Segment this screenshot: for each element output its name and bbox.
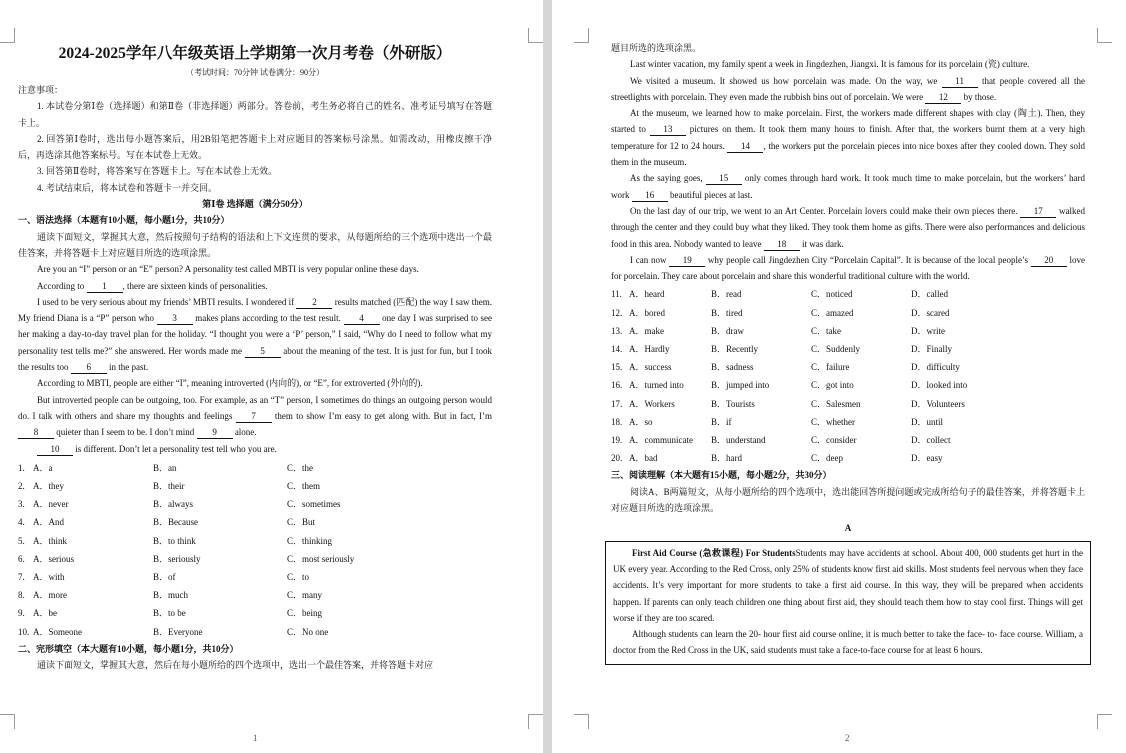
passage-a-paragraph-2: Although students can learn the 20- hour first aid course online, it is much better to take the face- to- face course. William, a doctor from the Red Cross in the UK, said students must take a face-to-face course for at least 6 hours.	[613, 629, 1083, 656]
option-a: A．never	[33, 499, 69, 510]
blank-6: 6	[71, 362, 107, 374]
option-b: B．if	[711, 416, 732, 427]
option-c: C．thinking	[287, 535, 333, 546]
option-a: A．serious	[33, 553, 74, 564]
blank-7: 7	[236, 411, 272, 423]
note-1: 1. 本试卷分第Ⅰ卷（选择题）和第Ⅱ卷（非选择题）两部分。答卷前，考生务必将自己的姓名、准考证号填写在答题卡上。	[18, 101, 492, 128]
question-options: 4. A．And B．Because C．But	[18, 513, 492, 531]
section-2-heading: 二、完形填空（本大题有10小题，每小题1分，共10分）	[18, 643, 239, 654]
option-a: A．heard	[629, 289, 665, 300]
option-a: A．Hardly	[629, 344, 670, 355]
blank-4: 4	[344, 313, 380, 325]
section-3-instructions: 阅读A、B两篇短文，从每小题所给的四个选项中，选出能回答所提问题或完成所给句子的最佳答案，并将答题卡上对应题目所选的选项涂黑。	[611, 486, 1085, 514]
question-options: 13. A．make B．draw C．take D．write	[611, 322, 1085, 340]
crop-mark	[528, 714, 543, 729]
option-b: B．always	[153, 499, 193, 510]
options-list	[611, 285, 1085, 467]
question-options: 3. A．never B．always C．sometimes	[18, 495, 492, 513]
passage-paragraph: According to 1 , there are sixteen kinds of personalities.	[37, 280, 268, 291]
blank-12: 12	[925, 92, 961, 104]
option-c: C．to	[287, 572, 310, 583]
question-options: 7. A．with B．of C．to	[18, 568, 492, 586]
crop-mark	[0, 714, 15, 729]
option-a: A．success	[629, 362, 672, 373]
option-b: B．jumped into	[711, 380, 770, 391]
option-b: B．Recently	[711, 344, 758, 355]
option-c: C．Salesmen	[811, 398, 861, 409]
question-options: 16. A．turned into B．jumped into C．got into D．looked into	[611, 376, 1085, 394]
page-2-content	[611, 40, 1085, 665]
crop-mark	[0, 28, 15, 43]
option-c: C．whether	[811, 416, 855, 427]
option-c: C．most seriously	[287, 553, 355, 564]
option-b: B．much	[153, 590, 188, 601]
notes-heading: 注意事项：	[18, 85, 64, 95]
exam-subtitle: （考试时间：70分钟 试卷满分：90分）	[186, 68, 324, 77]
option-d: D．write	[911, 325, 945, 336]
instructions-continued: 题目所选的选项涂黑。	[611, 43, 702, 53]
option-a: A．think	[33, 535, 68, 546]
section-1-instructions: 通读下面短文，掌握其大意，然后按照句子结构的语法和上下文连贯的要求，从每题所给的三个选项中选出一个最佳答案，并将答题卡上对应题目所选的选项涂黑。	[18, 231, 492, 258]
option-d: D．difficulty	[911, 362, 960, 373]
option-a: A．bored	[629, 307, 665, 318]
option-c: C．the	[287, 462, 313, 473]
option-a: A．communicate	[629, 435, 693, 446]
option-a: A．a	[33, 462, 53, 473]
option-a: A．And	[33, 517, 64, 528]
blank-14: 14	[727, 141, 763, 153]
question-options: 10. A．Someone B．Everyone C．No one	[18, 623, 492, 641]
option-b: B．Everyone	[153, 626, 203, 637]
option-b: B．of	[153, 572, 176, 583]
options-list	[18, 459, 492, 641]
question-options: 5. A．think B．to think C．thinking	[18, 532, 492, 550]
blank-15: 15	[706, 173, 742, 185]
exam-title: 2024-2025学年八年级英语上学期第一次月考卷（外研版）	[58, 45, 452, 62]
option-a: A．with	[33, 572, 65, 583]
blank-18: 18	[764, 239, 800, 251]
option-b: B．an	[153, 462, 177, 473]
crop-mark	[574, 28, 589, 43]
option-b: B．read	[711, 289, 742, 300]
note-2: 2. 回答第Ⅰ卷时，选出每小题答案后，用2B铅笔把答题卡上对应题目的答案标号涂黑。如需改动，用橡皮擦干净后，再选涂其他答案标号。写在本试卷上无效。	[18, 133, 492, 161]
option-b: B．draw	[711, 325, 744, 336]
option-a: A．more	[33, 590, 67, 601]
option-d: D．Finally	[911, 344, 953, 355]
option-a: A．make	[629, 325, 664, 336]
option-b: B．hard	[711, 453, 742, 464]
question-options: 11. A．heard B．read C．noticed D．called	[611, 285, 1085, 303]
option-c: C．them	[287, 481, 320, 492]
option-b: B．seriously	[153, 553, 201, 564]
passage-paragraph: 10 is different. Don’t let a personality test tell who you are.	[18, 441, 492, 457]
option-c: C．No one	[287, 626, 329, 637]
option-c: C．take	[811, 325, 841, 336]
question-options: 9. A．be B．to be C．being	[18, 604, 492, 622]
question-options: 15. A．success B．sadness C．failure D．difficulty	[611, 358, 1085, 376]
option-c: C．noticed	[811, 289, 853, 300]
crop-mark	[1097, 714, 1112, 729]
option-b: B．Tourists	[711, 398, 755, 409]
option-c: C．Suddenly	[811, 344, 861, 355]
passage-paragraph: Are you an “I” person or an “E” person? A personality test called MBTI is very popular online these days.	[37, 264, 419, 275]
section-2-instructions: 通读下面短文，掌握其大意，然后在每小题所给的四个选项中，选出一个最佳答案，并将答题卡对应	[37, 660, 434, 671]
passage-paragraph: But introverted people can be outgoing, too. For example, as an “T” person, I sometimes do things an outgoing person would do. I talk with others and share my thoughts and feelings 7 them to show I’m easy to get along with. But in fact, I’m 8 quieter than I seem to be. I don’t mind 9 alone.	[18, 394, 492, 438]
passage-paragraph: I used to be very serious about my friends’ MBTI results. I wondered if 2 results matched (匹配) the way I saw them. My friend Diana is a “P” person who 3 makes plans according to the test result. 4 one day I was surprised to see her making a day-to-day travel plan for the holiday. “I thought you were a ‘P’ person,” I said, “Why do I need to follow what my personality test tells me?” she answered. Her words made me 5 about the meaning of the test. It is just for fun, but I took the results too 6 in the past.	[18, 296, 493, 373]
question-options: 2. A．they B．their C．them	[18, 477, 492, 495]
passage-paragraph: At the museum, we learned how to make porcelain. First, the workers made different shapes with clay (陶土). Then, they started to 13 pictures on them. It took them many hours to finish. After that, the workers burnt them at a very high temperature for 12 to 24 hours. 14 , the workers put the porcelain pieces into nice boxes after they cooled down. They sold them in the museum.	[611, 108, 1086, 168]
option-d: D．called	[911, 289, 948, 300]
note-4: 4. 考试结束后，将本试卷和答题卡一并交回。	[37, 182, 218, 193]
section-3-heading: 三、阅读理解（本大题有15小题，每小题2分，共30分）	[611, 470, 832, 481]
blank-2: 2	[296, 297, 332, 309]
option-a: A．so	[629, 416, 653, 427]
passage-a-box	[605, 541, 1091, 665]
blank-16: 16	[632, 190, 668, 202]
blank-11: 11	[942, 76, 978, 88]
blank-1: 1	[87, 281, 123, 293]
passage-paragraph: On the last day of our trip, we went to an Art Center. Porcelain lovers could make their own pieces there. 17 walked through the center and they could buy what they liked. They took them home as gifts. There were also performances and delicious food in this area. Nobody wanted to leave 18 it was dark.	[611, 205, 1086, 249]
passage-paragraph: Last winter vacation, my family spent a week in Jingdezhen, Jiangxi. It is famous for its porcelain (瓷) culture.	[630, 59, 1030, 70]
passage-paragraph: As the saying goes, 15 only comes through hard work. It took much time to make porcelain, but the workers’ hard work 16 beautiful pieces at last.	[611, 173, 1085, 200]
crop-mark	[1097, 28, 1112, 43]
page-1-content	[18, 43, 492, 673]
option-d: D．easy	[911, 453, 943, 464]
passage-paragraph: According to MBTI, people are either “I”, meaning introverted (内向的), or “E”, for extroverted (外向的).	[37, 378, 423, 389]
option-c: C．being	[287, 608, 322, 619]
option-b: B．understand	[711, 435, 766, 446]
part-1-heading: 第Ⅰ卷 选择题（满分50分）	[202, 199, 308, 210]
option-b: B．Because	[153, 517, 198, 528]
section-1-heading: 一、语法选择（本题有10小题，每小题1分，共10分）	[18, 215, 230, 226]
option-b: B．to think	[153, 535, 196, 546]
passage-paragraph: I can now 19 why people call Jingdezhen City “Porcelain Capital”. It is because of the local people’s 20 love for porcelain. They care about porcelain and share this wonderful traditional culture with the world.	[611, 254, 1086, 282]
option-c: C．failure	[811, 362, 850, 373]
question-options: 20. A．bad B．hard C．deep D．easy	[611, 449, 1085, 467]
question-options: 17. A．Workers B．Tourists C．Salesmen D．Volunteers	[611, 395, 1085, 413]
option-b: B．to be	[153, 608, 186, 619]
option-a: A．Workers	[629, 398, 675, 409]
passage-a-label: A	[844, 523, 852, 534]
option-d: D．scared	[911, 307, 950, 318]
blank-8: 8	[18, 427, 54, 439]
blank-5: 5	[245, 346, 281, 358]
option-a: A．turned into	[629, 380, 684, 391]
blank-3: 3	[157, 313, 193, 325]
option-d: D．Volunteers	[911, 398, 965, 409]
crop-mark	[574, 714, 589, 729]
question-options: 19. A．communicate B．understand C．consider D．collect	[611, 431, 1085, 449]
passage-a-paragraph-1: First Aid Course (急救课程) For StudentsStudents may have accidents at school. About 400, 000 students get hurt in the UK every year. According to the Red Cross, only 25% of students know first aid skills. Most students feel nervous when they face accidents. It’s very important for more students to take a first aid course. In this way, they will be prepared when accidents happen. If parents can only teach children one thing about first aid, they should teach them how to stay cool first. Things will get worse if they are too scared.	[613, 547, 1083, 623]
option-d: D．collect	[911, 435, 951, 446]
document-page-1	[0, 0, 543, 753]
question-options: 18. A．so B．if C．whether D．until	[611, 413, 1085, 431]
document-page-2	[552, 0, 1126, 753]
page-number: 2	[845, 733, 850, 743]
crop-mark	[528, 28, 543, 43]
passage-paragraph: We visited a museum. It showed us how porcelain was made. On the way, we 11 that people covered all the streetlights with porcelain. They even made the rubbish bins out of porcelain. We were 12 by those.	[611, 75, 1086, 102]
question-options: 8. A．more B．much C．many	[18, 586, 492, 604]
option-b: B．sadness	[711, 362, 754, 373]
option-d: D．until	[911, 416, 944, 427]
option-c: C．deep	[811, 453, 843, 464]
note-3: 3. 回答第Ⅱ卷时，将答案写在答题卡上。写在本试卷上无效。	[37, 166, 278, 177]
option-d: D．looked into	[911, 380, 968, 391]
option-b: B．their	[153, 481, 185, 492]
blank-9: 9	[197, 427, 233, 439]
question-options: 6. A．serious B．seriously C．most seriously	[18, 550, 492, 568]
option-c: C．sometimes	[287, 499, 341, 510]
blank-19: 19	[669, 255, 705, 267]
option-c: C．amazed	[811, 307, 854, 318]
option-c: C．consider	[811, 435, 857, 446]
option-c: C．many	[287, 590, 322, 601]
question-options: 1. A．a B．an C．the	[18, 459, 492, 477]
question-options: 12. A．bored B．tired C．amazed D．scared	[611, 304, 1085, 322]
option-a: A．bad	[629, 453, 658, 464]
blank-17: 17	[1020, 206, 1056, 218]
option-a: A．they	[33, 481, 64, 492]
question-options: 14. A．Hardly B．Recently C．Suddenly D．Finally	[611, 340, 1085, 358]
blank-10: 10	[37, 444, 73, 456]
option-a: A．be	[33, 608, 57, 619]
option-c: C．got into	[811, 380, 854, 391]
blank-20: 20	[1031, 255, 1067, 267]
page-number: 1	[253, 733, 258, 743]
option-c: C．But	[287, 517, 316, 528]
blank-13: 13	[650, 124, 686, 136]
box-title: First Aid Course (急救课程) For Students	[632, 547, 796, 558]
page-gap	[543, 0, 552, 753]
option-b: B．tired	[711, 307, 743, 318]
option-a: A．Someone	[33, 626, 82, 637]
